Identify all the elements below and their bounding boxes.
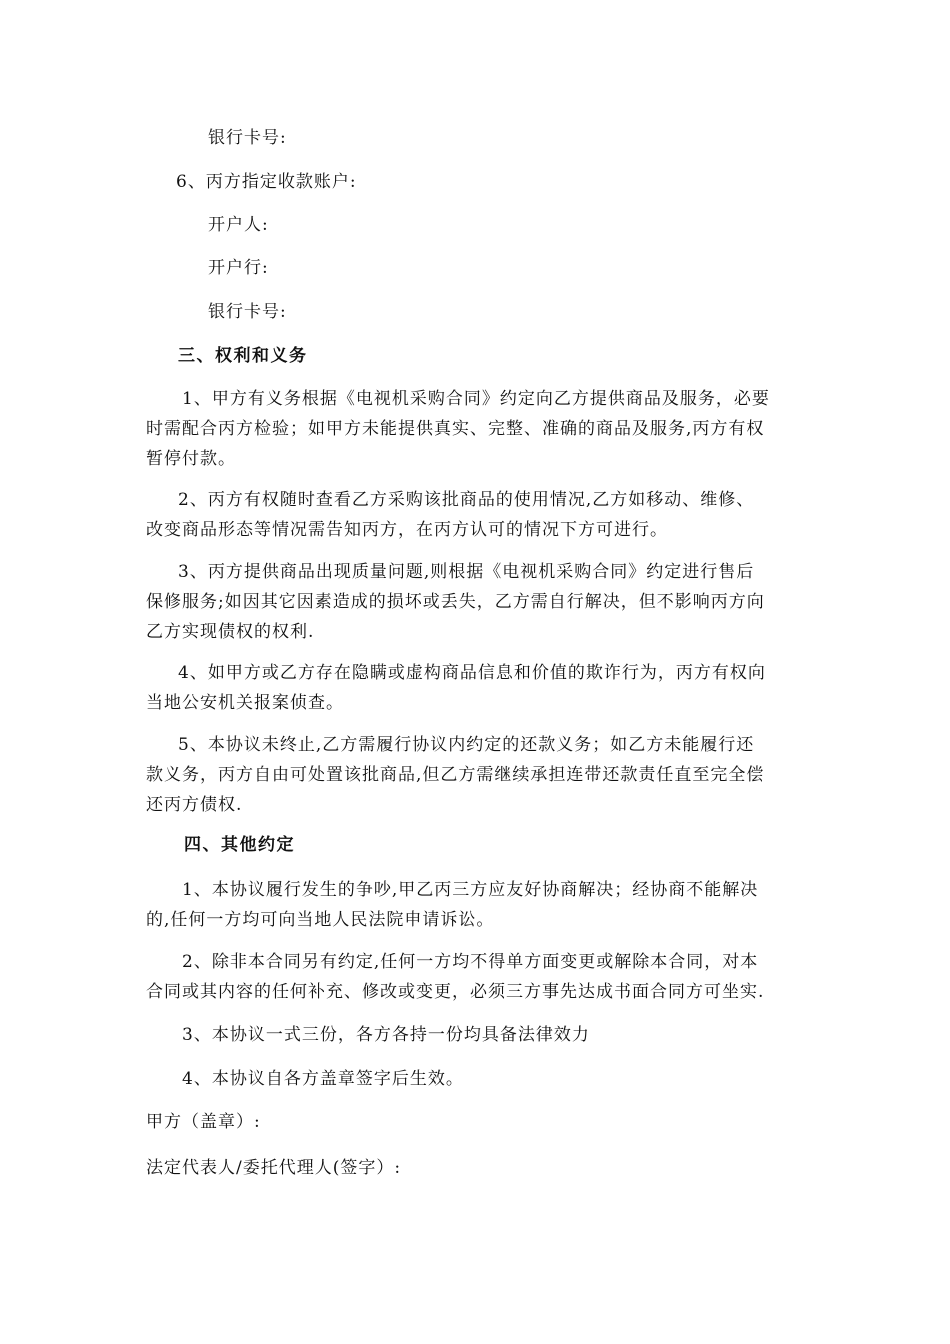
section-4-item-3: 3、本协议一式三份，各方各持一份均具备法律效力 xyxy=(182,1025,590,1045)
section-3-heading: 三、权利和义务 xyxy=(178,346,308,366)
section-3-item-4-line-1: 4、如甲方或乙方存在隐瞒或虚构商品信息和价值的欺诈行为，丙方有权向 xyxy=(178,663,766,683)
section-3-item-5-line-1: 5、本协议未终止,乙方需履行协议内约定的还款义务；如乙方未能履行还 xyxy=(178,735,755,755)
section-3-item-5 xyxy=(146,730,808,820)
section-3-item-1-line-3: 暂停付款。 xyxy=(146,449,236,469)
section-3-item-2 xyxy=(146,485,808,545)
section-4-item-1-line-1: 1、本协议履行发生的争吵,甲乙丙三方应友好协商解决；经协商不能解决 xyxy=(182,880,759,900)
section-4-heading: 四、其他约定 xyxy=(184,835,295,855)
section-3-item-1-line-1: 1、甲方有义务根据《电视机采购合同》约定向乙方提供商品及服务，必要 xyxy=(182,389,770,409)
section-4-item-2 xyxy=(146,947,808,1007)
section-3-item-4-line-2: 当地公安机关报案侦查。 xyxy=(146,693,344,713)
section-3-item-5-line-3: 还丙方债权. xyxy=(146,795,243,815)
party-a-seal-label: 甲方（盖章）: xyxy=(146,1112,261,1132)
account-c-bank-label: 开户行: xyxy=(208,258,269,278)
section-4-item-1-line-2: 的,任何一方均可向当地人民法院申请诉讼。 xyxy=(146,910,495,930)
section-4-item-2-line-2: 合同或其内容的任何补充、修改或变更，必须三方事先达成书面合同方可坐实. xyxy=(146,982,765,1002)
section-4-item-2-line-1: 2、除非本合同另有约定,任何一方均不得单方面变更或解除本合同，对本 xyxy=(182,952,759,972)
section-3-item-3-line-1: 3、丙方提供商品出现质量问题,则根据《电视机采购合同》约定进行售后 xyxy=(178,562,755,582)
section-3-item-1 xyxy=(146,384,808,474)
account-c-title: 6、丙方指定收款账户: xyxy=(176,172,357,192)
section-3-item-3-line-2: 保修服务;如因其它因素造成的损坏或丢失，乙方需自行解决，但不影响丙方向 xyxy=(146,592,765,612)
section-3-item-3-line-3: 乙方实现债权的权利. xyxy=(146,622,315,642)
section-3-item-1-line-2: 时需配合丙方检验；如甲方未能提供真实、完整、准确的商品及服务,丙方有权 xyxy=(146,419,765,439)
section-3-item-2-line-1: 2、丙方有权随时查看乙方采购该批商品的使用情况,乙方如移动、维修、 xyxy=(178,490,755,510)
section-3-item-4 xyxy=(146,658,808,718)
account-b-card-label: 银行卡号: xyxy=(208,128,287,148)
section-4-item-1 xyxy=(146,875,808,935)
account-c-card-label: 银行卡号: xyxy=(208,302,287,322)
account-c-holder-label: 开户人: xyxy=(208,215,269,235)
legal-representative-label: 法定代表人/委托代理人(签字）: xyxy=(146,1158,402,1178)
section-3-item-5-line-2: 款义务，丙方自由可处置该批商品,但乙方需继续承担连带还款责任直至完全偿 xyxy=(146,765,765,785)
section-3-item-3 xyxy=(146,557,808,647)
section-4-item-4: 4、本协议自各方盖章签字后生效。 xyxy=(182,1069,464,1089)
section-3-item-2-line-2: 改变商品形态等情况需告知丙方，在丙方认可的情况下方可进行。 xyxy=(146,520,668,540)
